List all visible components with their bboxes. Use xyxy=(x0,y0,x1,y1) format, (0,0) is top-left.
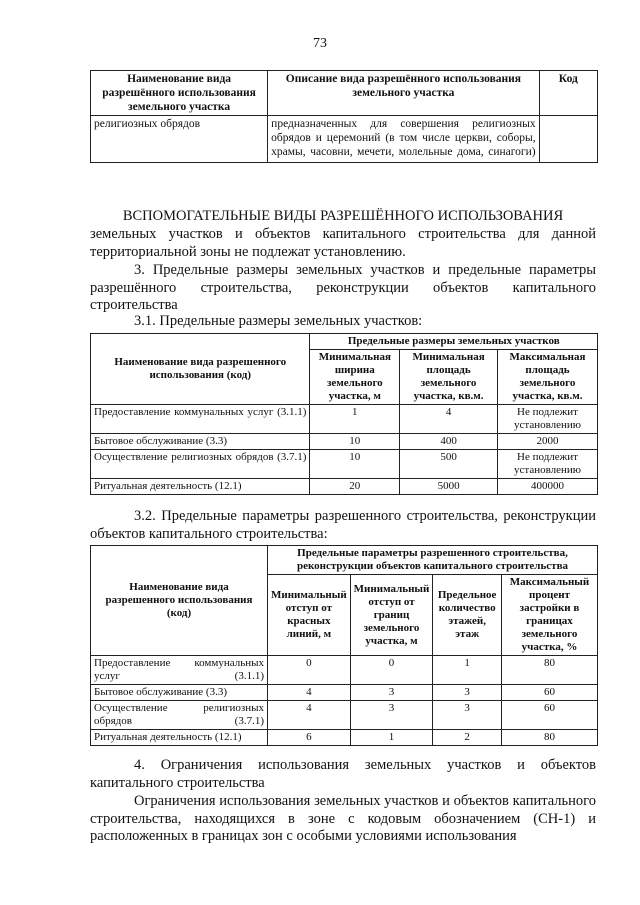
table-row xyxy=(91,701,598,730)
aux-text: земельных участков и объектов капитального строительства для данной территориальной зоны не подлежат установлению. xyxy=(90,226,596,260)
table-header: Минимальный отступ от красных линий, м xyxy=(268,575,351,656)
table-cell: 4 xyxy=(268,685,351,701)
table-cell: 6 xyxy=(268,730,351,746)
table-group-header: Предельные параметры разрешенного строительства, реконструкции объектов капитального строительства xyxy=(268,546,598,575)
table-cell: Бытовое обслуживание (3.3) xyxy=(91,685,268,701)
table-row xyxy=(91,405,598,434)
section-3-1-heading: 3.1. Предельные размеры земельных участков: xyxy=(134,313,423,329)
table-cell: 60 xyxy=(502,701,598,730)
table-header: Минимальная площадь земельного участка, кв.м. xyxy=(400,350,498,405)
table-cell: 60 xyxy=(502,685,598,701)
table-cell: предназначенных для совершения религиозных обрядов и церемоний (в том числе церкви, соборы, храмы, часовни, мечети, молельные дома, синагоги) xyxy=(268,116,539,163)
table-row xyxy=(91,116,598,163)
table-header: Наименование вида разрешённого использования земельного участка xyxy=(91,71,268,116)
table-row xyxy=(91,479,598,495)
table-cell: 20 xyxy=(310,479,400,495)
table-header: Минимальный отступ от границ земельного участка, м xyxy=(350,575,433,656)
table-cell: 400 xyxy=(400,434,498,450)
table-header: Предельное количество этажей, этаж xyxy=(433,575,502,656)
table-cell: Ритуальная деятельность (12.1) xyxy=(91,730,268,746)
table-cell: религиозных обрядов xyxy=(91,116,268,163)
table-cell: 5000 xyxy=(400,479,498,495)
table-cell: 10 xyxy=(310,450,400,479)
table-cell: Не подлежит установлению xyxy=(498,450,598,479)
table-row xyxy=(91,434,598,450)
table-cell: Бытовое обслуживание (3.3) xyxy=(91,434,310,450)
table-row xyxy=(91,656,598,685)
table-cell: 0 xyxy=(350,656,433,685)
table-cell: 0 xyxy=(268,656,351,685)
table-cell: 80 xyxy=(502,730,598,746)
table-cell: 3 xyxy=(433,701,502,730)
section-3-2-heading: 3.2. Предельные параметры разрешенного строительства, реконструкции объектов капитального строительства: xyxy=(90,508,596,542)
section-3-heading: 3. Предельные размеры земельных участков и предельные параметры разрешённого строительства, реконструкции объектов капитального строительства xyxy=(90,262,596,313)
table-cell xyxy=(539,116,597,163)
table-header: Максимальный процент застройки в границах земельного участка, % xyxy=(502,575,598,656)
table-row xyxy=(91,450,598,479)
table-cell: 3 xyxy=(433,685,502,701)
table-cell: Ритуальная деятельность (12.1) xyxy=(91,479,310,495)
table-cell: Предоставление коммунальных услуг (3.1.1) xyxy=(91,405,310,434)
table-cell: 4 xyxy=(400,405,498,434)
table-header: Максимальная площадь земельного участка, кв.м. xyxy=(498,350,598,405)
table-cell: 500 xyxy=(400,450,498,479)
table-row xyxy=(91,685,598,701)
table-cell: 1 xyxy=(310,405,400,434)
aux-heading: ВСПОМОГАТЕЛЬНЫЕ ВИДЫ РАЗРЕШЁННОГО ИСПОЛЬЗОВАНИЯ xyxy=(122,208,564,224)
table-cell: 2 xyxy=(433,730,502,746)
plot-size-limits-table xyxy=(90,333,598,495)
section-4-text: Ограничения использования земельных участков и объектов капитального строительства, находящихся в зоне с кодовым обозначением (СН-1) и расположенных в границах зон с особыми условиями использования xyxy=(90,793,596,844)
table-header: Минимальная ширина земельного участка, м xyxy=(310,350,400,405)
table-cell: Осуществление религиозных обрядов (3.7.1) xyxy=(91,450,310,479)
table-cell: 10 xyxy=(310,434,400,450)
table-group-header: Предельные размеры земельных участков xyxy=(310,334,598,350)
table-cell: Не подлежит установлению xyxy=(498,405,598,434)
section-4-heading: 4. Ограничения использования земельных участков и объектов капитального строительства xyxy=(90,757,596,791)
table-header: Наименование вида разрешенного использования (код) xyxy=(91,546,268,656)
table-header: Наименование вида разрешенного использования (код) xyxy=(91,334,310,405)
permitted-use-table xyxy=(90,70,598,163)
table-header: Код xyxy=(539,71,597,116)
table-cell: 1 xyxy=(350,730,433,746)
table-cell: Предоставление коммунальных услуг (3.1.1) xyxy=(91,656,268,685)
table-cell: 400000 xyxy=(498,479,598,495)
page-number: 73 xyxy=(313,36,327,51)
table-cell: 4 xyxy=(268,701,351,730)
table-cell: Осуществление религиозных обрядов (3.7.1) xyxy=(91,701,268,730)
table-cell: 80 xyxy=(502,656,598,685)
table-cell: 1 xyxy=(433,656,502,685)
table-row xyxy=(91,730,598,746)
table-cell: 3 xyxy=(350,701,433,730)
table-cell: 2000 xyxy=(498,434,598,450)
table-cell: 3 xyxy=(350,685,433,701)
table-header: Описание вида разрешённого использования земельного участка xyxy=(268,71,539,116)
construction-limits-table xyxy=(90,545,598,746)
